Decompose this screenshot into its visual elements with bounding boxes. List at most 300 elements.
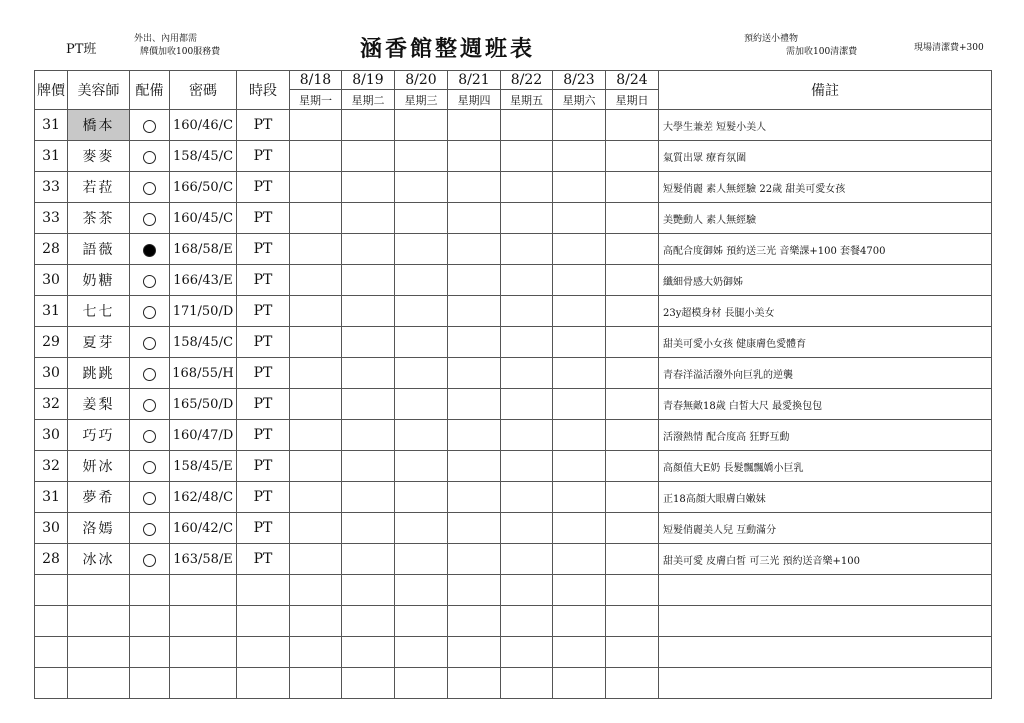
code-cell: 168/55/H [170,358,237,389]
stylist-name-cell: 橋本 [68,110,130,141]
table-row[interactable] [35,482,992,513]
shift-cell: PT [237,513,290,544]
empty-circle-icon [143,554,156,567]
page-title: 涵香館整週班表 [360,36,536,62]
empty-cell[interactable] [448,606,501,637]
day-slot-cell[interactable] [501,234,553,265]
reservation-note [744,33,857,59]
empty-cell[interactable] [501,668,553,699]
shift-cell: PT [237,172,290,203]
remarks-cell: 高配合度御姊 預約送三光 音樂課+100 套餐4700 [659,234,992,265]
remarks-cell: 高顏值大E奶 長髮飄飄嬌小巨乳 [659,451,992,482]
code-cell: 166/43/E [170,265,237,296]
day-slot-cell[interactable] [553,203,606,234]
empty-circle-icon [143,151,156,164]
day-date: 8/21 [448,71,501,90]
code-cell: 158/45/C [170,327,237,358]
code-cell: 160/42/C [170,513,237,544]
day-weekday: 星期日 [606,90,659,110]
day-slot-cell[interactable] [448,358,501,389]
day-date: 8/24 [606,71,659,90]
day-slot-cell[interactable] [606,110,659,141]
empty-row [35,637,992,668]
day-slot-cell[interactable] [553,110,606,141]
remarks-cell: 23y超模身材 長腿小美女 [659,296,992,327]
day-slot-cell[interactable] [342,265,395,296]
price-cell: 31 [35,482,68,513]
shift-cell: PT [237,327,290,358]
day-weekday: 星期五 [501,90,553,110]
empty-cell[interactable] [35,668,68,699]
day-slot-cell[interactable] [342,451,395,482]
day-slot-cell[interactable] [501,203,553,234]
empty-cell[interactable] [68,575,130,606]
code-cell: 158/45/C [170,141,237,172]
day-slot-cell[interactable] [448,110,501,141]
empty-circle-icon [143,182,156,195]
shift-cell: PT [237,110,290,141]
day-slot-cell[interactable] [395,482,448,513]
shift-cell: PT [237,544,290,575]
empty-cell[interactable] [395,575,448,606]
empty-circle-icon [143,461,156,474]
empty-cell[interactable] [170,606,237,637]
remarks-cell: 甜美可愛小女孩 健康膚色愛體育 [659,327,992,358]
remarks-cell: 大學生兼差 短髮小美人 [659,110,992,141]
stylist-name-cell: 若菈 [68,172,130,203]
day-slot-cell[interactable] [290,358,342,389]
day-slot-cell[interactable] [448,172,501,203]
remarks-cell: 青春洋溢活潑外向巨乳的逆襲 [659,358,992,389]
day-slot-cell[interactable] [553,513,606,544]
day-slot-cell[interactable] [290,513,342,544]
price-cell: 30 [35,420,68,451]
shift-cell: PT [237,296,290,327]
day-slot-cell[interactable] [553,420,606,451]
day-slot-cell[interactable] [342,296,395,327]
day-slot-cell[interactable] [342,234,395,265]
code-cell: 162/48/C [170,482,237,513]
day-slot-cell[interactable] [395,141,448,172]
empty-cell[interactable] [553,668,606,699]
empty-circle-icon [143,492,156,505]
empty-cell[interactable] [237,637,290,668]
shift-cell: PT [237,358,290,389]
empty-cell[interactable] [130,575,170,606]
table-row[interactable] [35,327,992,358]
empty-cell[interactable] [290,606,342,637]
day-slot-cell[interactable] [342,482,395,513]
empty-cell[interactable] [501,606,553,637]
remarks-cell: 甜美可愛 皮膚白皙 可三光 預約送音樂+100 [659,544,992,575]
day-weekday: 星期二 [342,90,395,110]
day-slot-cell[interactable] [290,203,342,234]
day-slot-cell[interactable] [290,296,342,327]
empty-cell[interactable] [342,575,395,606]
day-slot-cell[interactable] [290,141,342,172]
empty-row [35,606,992,637]
day-slot-cell[interactable] [448,265,501,296]
day-slot-cell[interactable] [606,265,659,296]
table-row[interactable] [35,172,992,203]
day-slot-cell[interactable] [553,234,606,265]
stylist-name-cell: 奶糖 [68,265,130,296]
empty-cell[interactable] [68,637,130,668]
day-slot-cell[interactable] [501,327,553,358]
stylist-name-cell: 夢希 [68,482,130,513]
table-row[interactable] [35,389,992,420]
day-slot-cell[interactable] [342,420,395,451]
day-weekday: 星期一 [290,90,342,110]
day-slot-cell[interactable] [448,296,501,327]
day-slot-cell[interactable] [395,172,448,203]
day-slot-cell[interactable] [342,203,395,234]
empty-cell[interactable] [448,668,501,699]
shift-type-label: PT班 [66,42,97,57]
day-slot-cell[interactable] [501,172,553,203]
empty-cell[interactable] [659,637,992,668]
shift-cell: PT [237,389,290,420]
day-slot-cell[interactable] [290,389,342,420]
reservation-note-line2: 需加收100清潔費 [786,47,858,57]
stylist-name-cell: 跳跳 [68,358,130,389]
empty-circle-icon [143,306,156,319]
stylist-name-cell: 語薇 [68,234,130,265]
remarks-cell: 纖細骨感大奶御姊 [659,265,992,296]
day-slot-cell[interactable] [290,451,342,482]
equipped-cell [130,172,170,203]
day-slot-cell[interactable] [395,296,448,327]
code-cell: 160/46/C [170,110,237,141]
col-header-price: 牌價 [35,71,68,110]
day-date: 8/22 [501,71,553,90]
service-fee-note-line1: 外出、內用都需 [134,34,198,44]
price-cell: 33 [35,203,68,234]
equipped-cell [130,327,170,358]
table-row[interactable] [35,513,992,544]
table-row[interactable] [35,234,992,265]
empty-cell[interactable] [659,668,992,699]
empty-cell[interactable] [170,575,237,606]
price-cell: 30 [35,358,68,389]
day-slot-cell[interactable] [395,327,448,358]
code-cell: 160/47/D [170,420,237,451]
empty-cell[interactable] [35,637,68,668]
day-weekday: 星期三 [395,90,448,110]
day-slot-cell[interactable] [395,451,448,482]
empty-cell[interactable] [606,606,659,637]
stylist-name-cell: 七七 [68,296,130,327]
equipped-cell [130,420,170,451]
empty-cell[interactable] [35,606,68,637]
empty-cell[interactable] [553,637,606,668]
day-slot-cell[interactable] [448,482,501,513]
empty-cell[interactable] [606,668,659,699]
table-row[interactable] [35,544,992,575]
day-date: 8/20 [395,71,448,90]
remarks-cell: 短髮俏麗美人兒 互動滿分 [659,513,992,544]
equipped-cell [130,296,170,327]
day-slot-cell[interactable] [448,544,501,575]
empty-circle-icon [143,430,156,443]
stylist-name-cell: 冰冰 [68,544,130,575]
price-cell: 31 [35,110,68,141]
empty-circle-icon [143,368,156,381]
day-slot-cell[interactable] [501,110,553,141]
header-row-dates [35,71,992,90]
day-slot-cell[interactable] [395,513,448,544]
day-slot-cell[interactable] [395,389,448,420]
shift-cell: PT [237,234,290,265]
price-cell: 29 [35,327,68,358]
day-slot-cell[interactable] [395,358,448,389]
day-slot-cell[interactable] [606,513,659,544]
stylist-name-cell: 夏芽 [68,327,130,358]
day-slot-cell[interactable] [448,389,501,420]
empty-cell[interactable] [290,637,342,668]
day-slot-cell[interactable] [501,389,553,420]
day-slot-cell[interactable] [290,172,342,203]
day-slot-cell[interactable] [342,389,395,420]
col-header-code: 密碼 [170,71,237,110]
empty-cell[interactable] [395,606,448,637]
code-cell: 168/58/E [170,234,237,265]
empty-circle-icon [143,120,156,133]
empty-cell[interactable] [448,637,501,668]
day-slot-cell[interactable] [606,327,659,358]
day-slot-cell[interactable] [395,110,448,141]
empty-cell[interactable] [237,668,290,699]
table-row[interactable] [35,451,992,482]
day-slot-cell[interactable] [448,451,501,482]
empty-cell[interactable] [448,575,501,606]
day-slot-cell[interactable] [606,296,659,327]
day-slot-cell[interactable] [448,141,501,172]
reservation-note-line1: 預約送小禮物 [744,34,799,44]
service-fee-note-line2: 牌價加收100服務費 [140,47,221,57]
equipped-cell [130,451,170,482]
empty-cell[interactable] [170,637,237,668]
empty-cell[interactable] [68,668,130,699]
day-slot-cell[interactable] [448,327,501,358]
stylist-name-cell: 麥麥 [68,141,130,172]
day-slot-cell[interactable] [501,482,553,513]
day-slot-cell[interactable] [290,110,342,141]
day-slot-cell[interactable] [501,358,553,389]
equipped-cell [130,203,170,234]
code-cell: 160/45/C [170,203,237,234]
day-slot-cell[interactable] [501,296,553,327]
day-slot-cell[interactable] [448,234,501,265]
day-slot-cell[interactable] [290,265,342,296]
remarks-cell: 活潑熱情 配合度高 狂野互動 [659,420,992,451]
table-row[interactable] [35,141,992,172]
day-slot-cell[interactable] [606,203,659,234]
stylist-name-cell: 巧巧 [68,420,130,451]
day-date: 8/19 [342,71,395,90]
empty-cell[interactable] [290,575,342,606]
empty-circle-icon [143,399,156,412]
day-slot-cell[interactable] [553,265,606,296]
day-slot-cell[interactable] [501,544,553,575]
equipped-cell [130,110,170,141]
day-date: 8/18 [290,71,342,90]
empty-cell[interactable] [395,668,448,699]
empty-cell[interactable] [237,606,290,637]
equipped-cell [130,234,170,265]
schedule-rows [35,110,992,699]
empty-cell[interactable] [659,606,992,637]
day-slot-cell[interactable] [290,420,342,451]
service-fee-note [134,33,220,59]
day-slot-cell[interactable] [342,358,395,389]
day-slot-cell[interactable] [290,234,342,265]
empty-cell[interactable] [501,637,553,668]
day-slot-cell[interactable] [553,141,606,172]
price-cell: 32 [35,389,68,420]
price-cell: 31 [35,141,68,172]
day-slot-cell[interactable] [606,172,659,203]
day-slot-cell[interactable] [342,110,395,141]
day-slot-cell[interactable] [553,296,606,327]
empty-cell[interactable] [659,575,992,606]
day-slot-cell[interactable] [501,265,553,296]
remarks-cell: 美艷動人 素人無經驗 [659,203,992,234]
shift-cell: PT [237,420,290,451]
code-cell: 171/50/D [170,296,237,327]
day-weekday: 星期四 [448,90,501,110]
day-slot-cell[interactable] [553,389,606,420]
day-slot-cell[interactable] [606,358,659,389]
empty-cell[interactable] [35,575,68,606]
day-slot-cell[interactable] [501,420,553,451]
table-row[interactable] [35,110,992,141]
day-slot-cell[interactable] [606,141,659,172]
empty-cell[interactable] [553,575,606,606]
table-row[interactable] [35,420,992,451]
empty-cell[interactable] [130,637,170,668]
equipped-cell [130,265,170,296]
day-slot-cell[interactable] [606,482,659,513]
day-slot-cell[interactable] [553,482,606,513]
day-slot-cell[interactable] [395,265,448,296]
stylist-name-cell: 洛嫣 [68,513,130,544]
equipped-cell [130,482,170,513]
col-header-remarks: 備註 [659,71,992,110]
day-slot-cell[interactable] [395,203,448,234]
price-cell: 30 [35,513,68,544]
shift-cell: PT [237,141,290,172]
day-slot-cell[interactable] [553,358,606,389]
empty-cell[interactable] [501,575,553,606]
day-slot-cell[interactable] [290,327,342,358]
remarks-cell: 短髮俏麗 素人無經驗 22歲 甜美可愛女孩 [659,172,992,203]
day-slot-cell[interactable] [553,451,606,482]
col-header-equipped: 配備 [130,71,170,110]
day-slot-cell[interactable] [606,420,659,451]
empty-cell[interactable] [68,606,130,637]
empty-cell[interactable] [342,606,395,637]
empty-circle-icon [143,213,156,226]
shift-cell: PT [237,203,290,234]
shift-cell: PT [237,265,290,296]
remarks-cell: 正18高顏大眼膚白嫩妹 [659,482,992,513]
empty-circle-icon [143,337,156,350]
empty-cell[interactable] [237,575,290,606]
equipped-cell [130,389,170,420]
filled-circle-icon [143,244,156,257]
day-slot-cell[interactable] [342,172,395,203]
day-slot-cell[interactable] [448,513,501,544]
code-cell: 163/58/E [170,544,237,575]
day-slot-cell[interactable] [290,544,342,575]
day-slot-cell[interactable] [395,234,448,265]
code-cell: 166/50/C [170,172,237,203]
empty-cell[interactable] [130,606,170,637]
onsite-cleaning-fee-note: 現場清潔費+300 [914,43,984,53]
table-row[interactable] [35,358,992,389]
table-row[interactable] [35,296,992,327]
empty-cell[interactable] [290,668,342,699]
remarks-cell: 氣質出眾 療育氛圍 [659,141,992,172]
day-slot-cell[interactable] [342,327,395,358]
empty-cell[interactable] [170,668,237,699]
day-slot-cell[interactable] [342,141,395,172]
day-slot-cell[interactable] [606,544,659,575]
day-slot-cell[interactable] [501,141,553,172]
equipped-cell [130,513,170,544]
day-slot-cell[interactable] [553,544,606,575]
empty-cell[interactable] [130,668,170,699]
day-slot-cell[interactable] [606,234,659,265]
day-slot-cell[interactable] [553,327,606,358]
day-weekday: 星期六 [553,90,606,110]
empty-cell[interactable] [606,637,659,668]
day-slot-cell[interactable] [553,172,606,203]
empty-cell[interactable] [553,606,606,637]
day-slot-cell[interactable] [448,203,501,234]
day-slot-cell[interactable] [290,482,342,513]
weekly-schedule-table [34,70,992,699]
price-cell: 30 [35,265,68,296]
table-row[interactable] [35,265,992,296]
empty-cell[interactable] [395,637,448,668]
day-slot-cell[interactable] [606,389,659,420]
empty-cell[interactable] [606,575,659,606]
day-date: 8/23 [553,71,606,90]
day-slot-cell[interactable] [448,420,501,451]
day-slot-cell[interactable] [342,544,395,575]
day-slot-cell[interactable] [395,420,448,451]
day-slot-cell[interactable] [606,451,659,482]
empty-row [35,575,992,606]
price-cell: 32 [35,451,68,482]
empty-row [35,668,992,699]
day-slot-cell[interactable] [501,513,553,544]
shift-cell: PT [237,451,290,482]
price-cell: 28 [35,234,68,265]
empty-cell[interactable] [342,637,395,668]
day-slot-cell[interactable] [342,513,395,544]
day-slot-cell[interactable] [501,451,553,482]
equipped-cell [130,358,170,389]
equipped-cell [130,544,170,575]
empty-cell[interactable] [342,668,395,699]
remarks-cell: 青春無敵18歲 白皙大尺 最愛換包包 [659,389,992,420]
stylist-name-cell: 茶茶 [68,203,130,234]
table-row[interactable] [35,203,992,234]
day-slot-cell[interactable] [395,544,448,575]
